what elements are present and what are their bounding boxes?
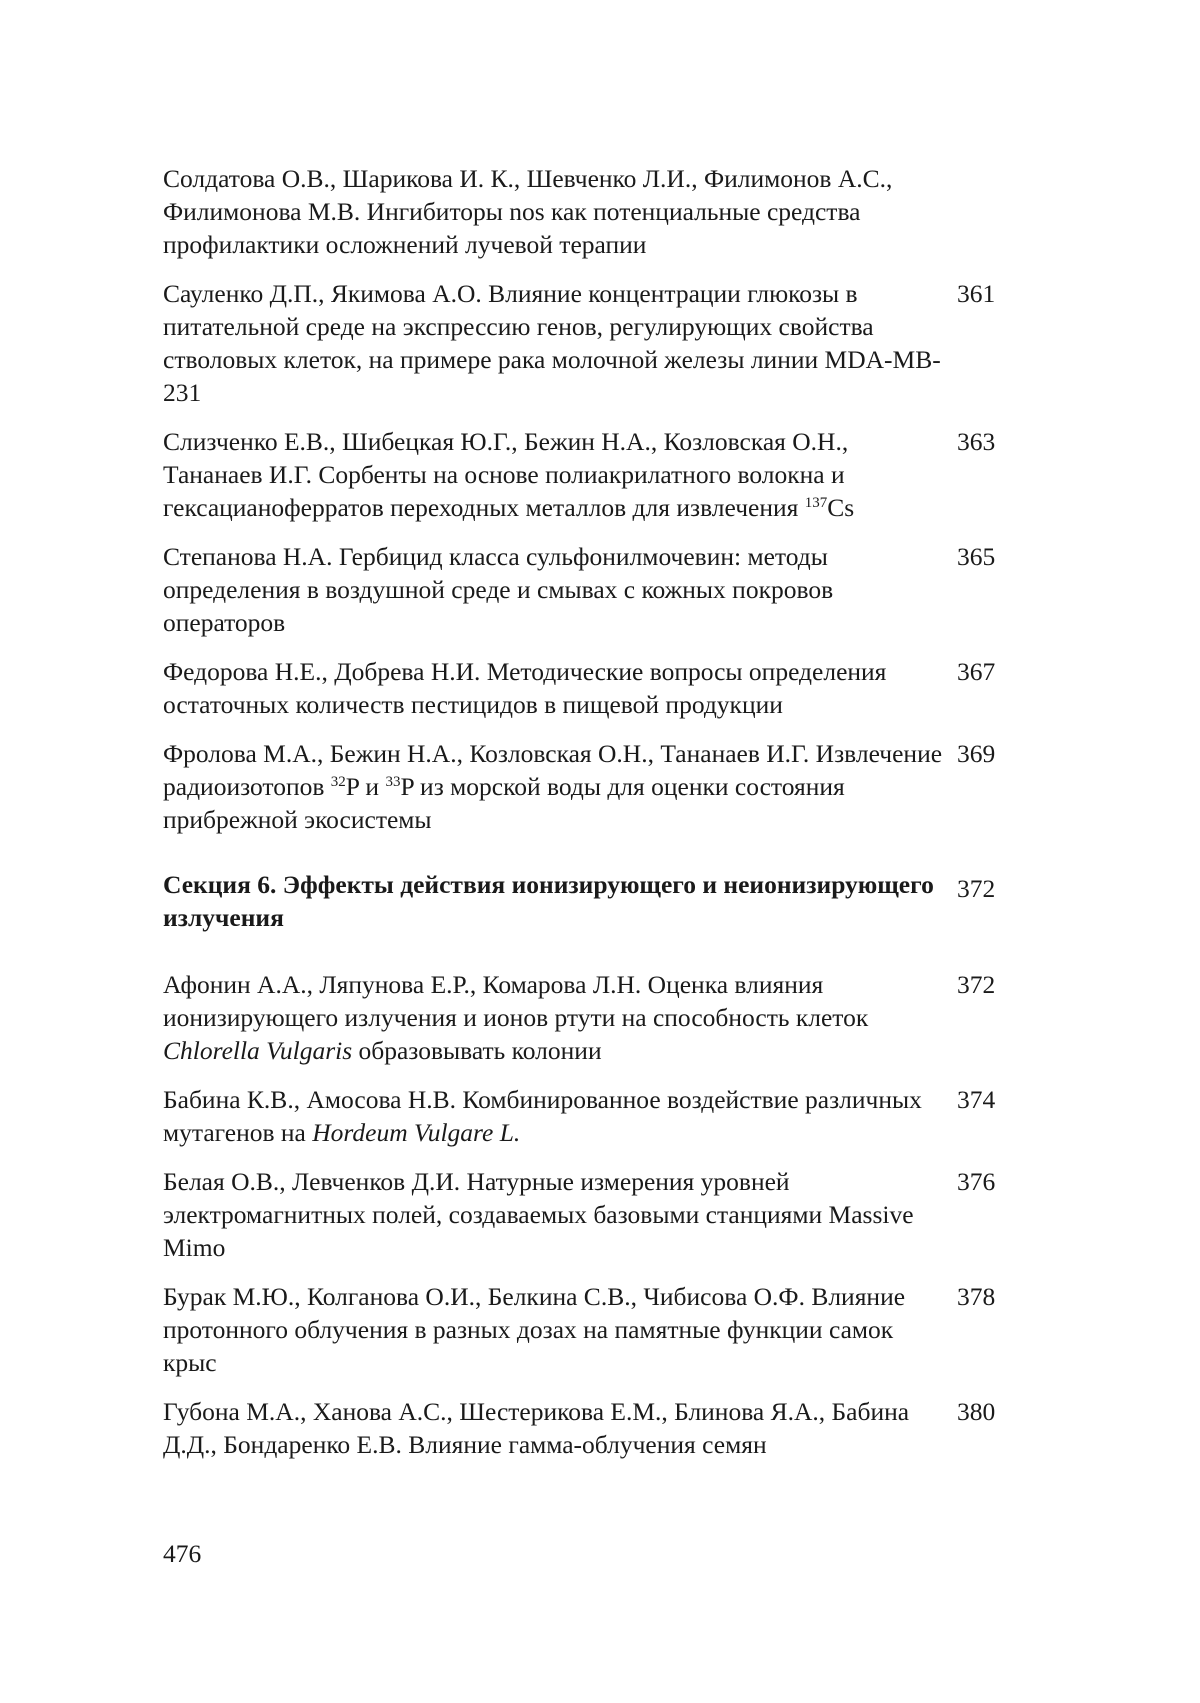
entry-text: Фролова М.А., Бежин Н.А., Козловская О.Н., Тананаев И.Г. Извлечение радиоизотопов <box>163 739 943 801</box>
entry-title <box>163 655 943 721</box>
entry-page-number: 361 <box>957 279 996 308</box>
toc-entry <box>163 277 1043 409</box>
entry-page-number: 378 <box>957 1282 996 1311</box>
entry-page-number: 369 <box>957 739 996 768</box>
italic-species-name: Hordeum Vulgare L. <box>312 1118 521 1147</box>
toc-entry <box>163 968 1043 1067</box>
entry-title <box>163 162 943 261</box>
entry-text: Секция 6. Эффекты действия ионизирующего и неионизирующего излучения <box>163 870 934 932</box>
section-title <box>163 868 943 934</box>
entry-title <box>163 1083 943 1149</box>
entry-text: Бабина К.В., Амосова Н.В. Комбинированное воздействие различных мутагенов на <box>163 1085 922 1147</box>
entry-text: Губона М.А., Ханова А.С., Шестерикова Е.М., Блинова Я.А., Бабина Д.Д., Бондаренко Е.В. Влияние гамма-облучения семян <box>163 1397 910 1459</box>
entry-page-number: 372 <box>957 874 996 903</box>
toc-entry <box>163 540 1043 639</box>
entry-text: Афонин А.А., Ляпунова Е.Р., Комарова Л.Н. Оценка влияния ионизирующего излучения и ионов ртути на способность клеток <box>163 970 869 1032</box>
entry-title <box>163 277 943 409</box>
entry-title <box>163 1280 943 1379</box>
table-of-contents <box>163 162 1043 1477</box>
entry-text: образовывать колонии <box>352 1036 602 1065</box>
entry-text: Слизченко Е.В., Шибецкая Ю.Г., Бежин Н.А., Козловская О.Н., Тананаев И.Г. Сорбенты на основе полиакрилатного волокна и гексацианоферратов переходных металлов для извлечения <box>163 427 849 522</box>
entry-title <box>163 425 943 524</box>
toc-entry <box>163 655 1043 721</box>
entry-text: P и <box>345 772 386 801</box>
toc-entry <box>163 162 1043 261</box>
toc-entry <box>163 425 1043 524</box>
isotope-superscript: 137 <box>804 495 828 511</box>
toc-section-heading <box>163 868 1043 934</box>
entry-text: Федорова Н.Е., Добрева Н.И. Методические вопросы определения остаточных количеств пестицидов в пищевой продукции <box>163 657 887 719</box>
toc-entry <box>163 1165 1043 1264</box>
entry-text: Cs <box>827 493 855 522</box>
entry-title <box>163 1165 943 1264</box>
entry-title <box>163 1395 943 1461</box>
toc-entry <box>163 1083 1043 1149</box>
entry-text: Солдатова О.В., Шарикова И. К., Шевченко Л.И., Филимонов А.С., Филимонова М.В. Ингибиторы nos как потенциальные средства профилактики осложнений лучевой терапии <box>163 164 893 259</box>
entry-text: Белая О.В., Левченков Д.И. Натурные измерения уровней электромагнитных полей, создаваемых базовыми станциями Massive Mimo <box>163 1167 914 1262</box>
entry-page-number: 376 <box>957 1167 996 1196</box>
entry-text: Сауленко Д.П., Якимова А.О. Влияние концентрации глюкозы в питательной среде на экспрессию генов, регулирующих свойства стволовых клеток, на примере рака молочной железы линии MDA-MB-231 <box>163 279 941 407</box>
entry-page-number: 365 <box>957 542 996 571</box>
entry-page-number: 374 <box>957 1085 996 1114</box>
page-number: 476 <box>163 1539 202 1568</box>
toc-entry <box>163 1395 1043 1461</box>
entry-page-number: 372 <box>957 970 996 999</box>
isotope-superscript: 33 <box>385 774 401 790</box>
entry-page-number: 380 <box>957 1397 996 1426</box>
entry-title <box>163 737 943 836</box>
italic-species-name: Chlorella Vulgaris <box>163 1036 353 1065</box>
entry-title <box>163 968 943 1067</box>
entry-text: Степанова Н.А. Гербицид класса сульфонилмочевин: методы определения в воздушной среде и смывах с кожных покровов операторов <box>163 542 834 637</box>
entry-page-number: 367 <box>957 657 996 686</box>
isotope-superscript: 32 <box>330 774 346 790</box>
toc-entry <box>163 737 1043 836</box>
entry-title <box>163 540 943 639</box>
toc-entry <box>163 1280 1043 1379</box>
entry-text: P из морской воды для оценки состояния прибрежной экосистемы <box>163 772 845 834</box>
entry-text: Бурак М.Ю., Колганова О.И., Белкина С.В., Чибисова О.Ф. Влияние протонного облучения в разных дозах на памятные функции самок крыс <box>163 1282 906 1377</box>
entry-page-number: 363 <box>957 427 996 456</box>
